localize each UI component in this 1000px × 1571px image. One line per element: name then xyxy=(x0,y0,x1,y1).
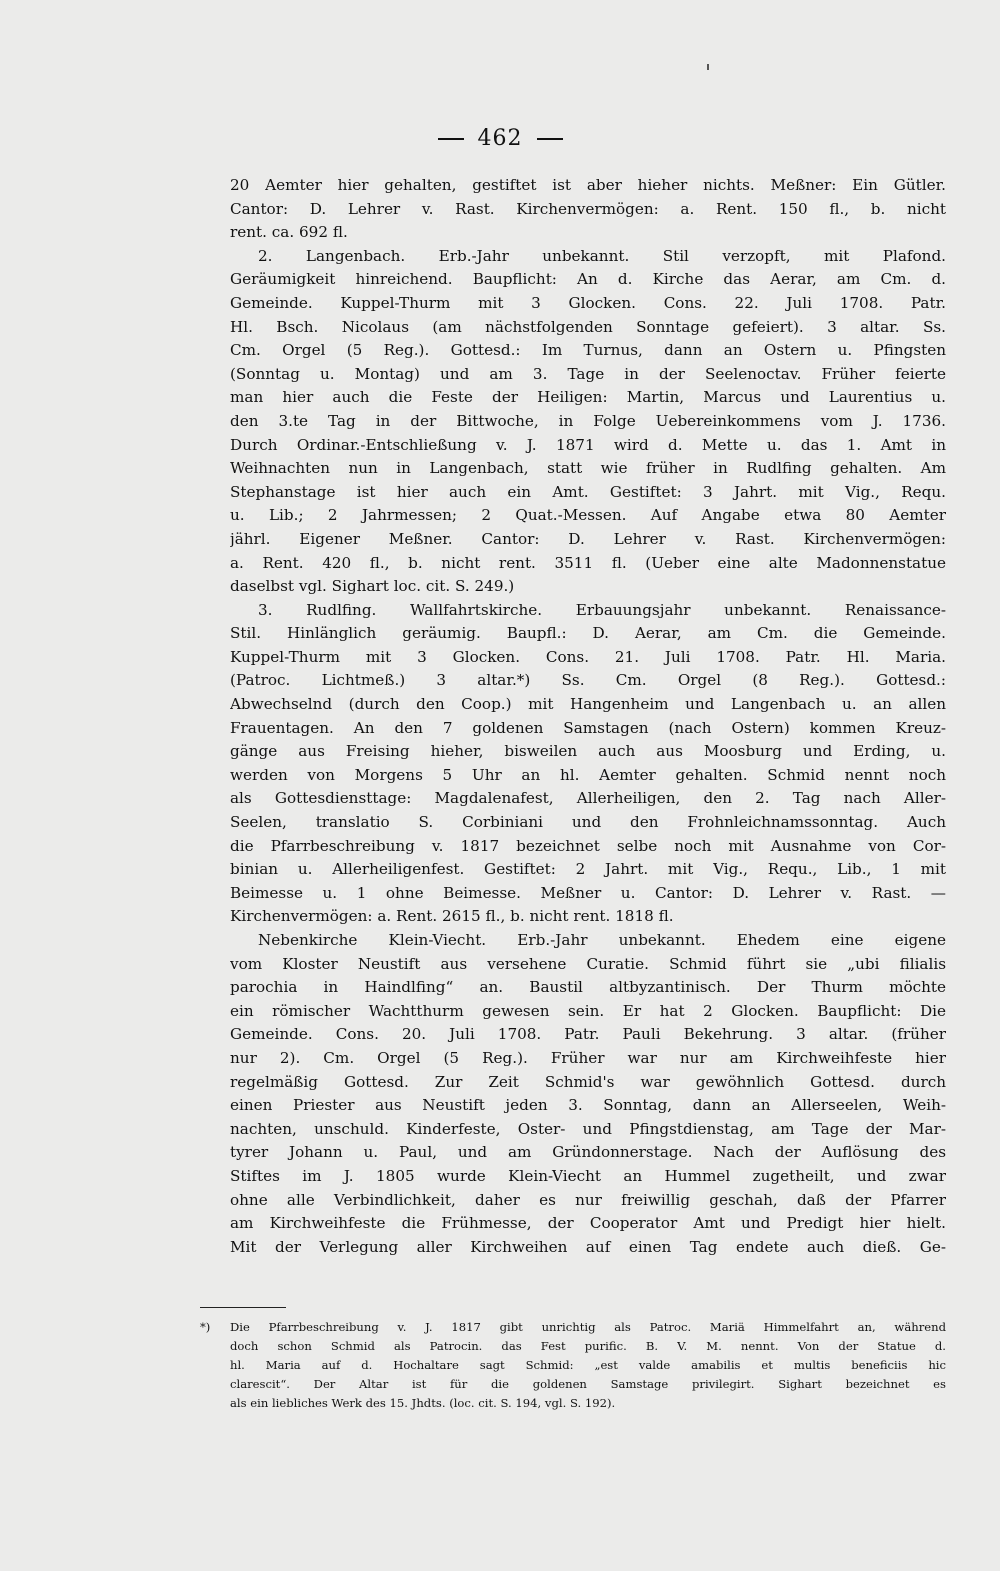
text-line: jährl. Eigener Meßner. Cantor: D. Lehrer v. Rast. Kirchenvermögen: xyxy=(230,529,946,548)
main-text xyxy=(230,174,946,1259)
text-line: regelmäßig Gottesd. Zur Zeit Schmid's war gewöhnlich Gottesd. durch xyxy=(230,1072,946,1091)
print-speck xyxy=(707,64,709,70)
text-line: Durch Ordinar.-Entschließung v. J. 1871 wird d. Mette u. das 1. Amt in xyxy=(230,435,946,454)
text-line: Mit der Verlegung aller Kirchweihen auf einen Tag endete auch dieß. Ge- xyxy=(230,1237,946,1256)
text-line: Frauentagen. An den 7 goldenen Samstagen (nach Ostern) kommen Kreuz- xyxy=(230,718,946,737)
text-line: werden von Morgens 5 Uhr an hl. Aemter gehalten. Schmid nennt noch xyxy=(230,765,946,784)
dash-right xyxy=(537,138,563,140)
text-line: Stil. Hinlänglich geräumig. Baupfl.: D. Aerar, am Cm. die Gemeinde. xyxy=(230,624,946,643)
footnote-rule xyxy=(200,1307,286,1308)
text-line: (Sonntag u. Montag) und am 3. Tage in der Seelenoctav. Früher feierte xyxy=(230,364,946,383)
footnote-line: doch schon Schmid als Patrocin. das Fest purific. B. V. M. nennt. Von der Statue d. xyxy=(230,1339,946,1353)
text-line: u. Lib.; 2 Jahrmessen; 2 Quat.-Messen. Auf Angabe etwa 80 Aemter xyxy=(230,506,946,525)
text-line: den 3.te Tag in der Bittwoche, in Folge Uebereinkommens vom J. 1736. xyxy=(230,411,946,430)
text-line: parochia in Haindlfing“ an. Baustil altbyzantinisch. Der Thurm möchte xyxy=(230,978,946,997)
footnote-marker: *) xyxy=(200,1320,211,1334)
text-line: 20 Aemter hier gehalten, gestiftet ist aber hieher nichts. Meßner: Ein Gütler. xyxy=(230,176,946,194)
text-line: Cantor: D. Lehrer v. Rast. Kirchenvermögen: a. Rent. 150 fl., b. nicht xyxy=(230,199,946,218)
text-line: ein römischer Wachtthurm gewesen sein. Er hat 2 Glocken. Baupflicht: Die xyxy=(230,1001,946,1020)
footnote-block xyxy=(200,1318,946,1413)
text-line: tyrer Johann u. Paul, und am Gründonnerstage. Nach der Auflösung des xyxy=(230,1143,946,1162)
text-line: ohne alle Verbindlichkeit, daher es nur freiwillig geschah, daß der Pfarrer xyxy=(230,1190,946,1209)
text-line: 3. Rudlfing. Wallfahrtskirche. Erbauungsjahr unbekannt. Renaissance- xyxy=(258,600,946,619)
text-line: nachten, unschuld. Kinderfeste, Oster- und Pfingstdienstag, am Tage der Mar- xyxy=(230,1119,946,1138)
text-line: daselbst vgl. Sighart loc. cit. S. 249.) xyxy=(230,577,515,596)
text-line: (Patroc. Lichtmeß.) 3 altar.*) Ss. Cm. Orgel (8 Reg.). Gottesd.: xyxy=(230,671,946,690)
text-line: Hl. Bsch. Nicolaus (am nächstfolgenden Sonntage gefeiert). 3 altar. Ss. xyxy=(230,317,946,336)
dash-left xyxy=(438,138,464,140)
text-line: als Gottesdiensttage: Magdalenafest, Allerheiligen, den 2. Tag nach Aller- xyxy=(230,789,946,808)
footnote-line: hl. Maria auf d. Hochaltare sagt Schmid: „est valde amabilis et multis beneficiis hic xyxy=(230,1358,946,1372)
text-line: man hier auch die Feste der Heiligen: Martin, Marcus und Laurentius u. xyxy=(230,388,946,407)
text-line: am Kirchweihfeste die Frühmesse, der Cooperator Amt und Predigt hier hielt. xyxy=(230,1214,946,1233)
text-line: Geräumigkeit hinreichend. Baupflicht: An d. Kirche das Aerar, am Cm. d. xyxy=(230,270,946,289)
text-line: Stiftes im J. 1805 wurde Klein-Viecht an Hummel zugetheilt, und zwar xyxy=(230,1166,946,1185)
footnote-line-text: Die Pfarrbeschreibung v. J. 1817 gibt unrichtig als Patroc. Mariä Himmelfahrt an, während xyxy=(230,1320,946,1334)
text-line: Nebenkirche Klein-Viecht. Erb.-Jahr unbekannt. Ehedem eine eigene xyxy=(258,931,946,949)
text-line: Beimesse u. 1 ohne Beimesse. Meßner u. Cantor: D. Lehrer v. Rast. — xyxy=(230,883,946,902)
text-line: einen Priester aus Neustift jeden 3. Sonntag, dann an Allerseelen, Weih- xyxy=(230,1096,946,1115)
footnote-line xyxy=(200,1318,946,1337)
text-line: Weihnachten nun in Langenbach, statt wie früher in Rudlfing gehalten. Am xyxy=(230,459,946,478)
footnote-line: clarescit“. Der Altar ist für die goldenen Samstage privilegirt. Sighart bezeichnet es xyxy=(230,1377,946,1391)
text-line: Gemeinde. Kuppel-Thurm mit 3 Glocken. Cons. 22. Juli 1708. Patr. xyxy=(230,293,946,312)
text-line: rent. ca. 692 fl. xyxy=(230,223,348,242)
text-line: binian u. Allerheiligenfest. Gestiftet: 2 Jahrt. mit Vig., Requ., Lib., 1 mit xyxy=(230,860,946,879)
text-line: Kirchenvermögen: a. Rent. 2615 fl., b. nicht rent. 1818 fl. xyxy=(230,907,674,926)
text-line: 2. Langenbach. Erb.-Jahr unbekannt. Stil verzopft, mit Plafond. xyxy=(258,246,946,265)
footnote-line: als ein liebliches Werk des 15. Jhdts. (loc. cit. S. 194, vgl. S. 192). xyxy=(230,1396,616,1410)
text-line: vom Kloster Neustift aus versehene Curatie. Schmid führt sie „ubi filialis xyxy=(230,954,946,973)
text-line: Gemeinde. Cons. 20. Juli 1708. Patr. Pauli Bekehrung. 3 altar. (früher xyxy=(230,1025,946,1044)
page-number-header xyxy=(0,126,1000,151)
text-line: Kuppel-Thurm mit 3 Glocken. Cons. 21. Juli 1708. Patr. Hl. Maria. xyxy=(230,647,946,666)
text-line: nur 2). Cm. Orgel (5 Reg.). Früher war nur am Kirchweihfeste hier xyxy=(230,1048,946,1067)
page-number: 462 xyxy=(477,126,523,151)
text-line: Stephanstage ist hier auch ein Amt. Gestiftet: 3 Jahrt. mit Vig., Requ. xyxy=(230,482,946,501)
text-line: Abwechselnd (durch den Coop.) mit Hangenheim und Langenbach u. an allen xyxy=(230,695,946,714)
text-line: gänge aus Freising hieher, bisweilen auch aus Moosburg und Erding, u. xyxy=(230,742,946,761)
text-line: Seelen, translatio S. Corbiniani und den Frohnleichnamssonntag. Auch xyxy=(230,813,946,832)
text-line: die Pfarrbeschreibung v. 1817 bezeichnet selbe noch mit Ausnahme von Cor- xyxy=(230,836,946,855)
text-line: Cm. Orgel (5 Reg.). Gottesd.: Im Turnus, dann an Ostern u. Pfingsten xyxy=(230,341,946,360)
text-line: a. Rent. 420 fl., b. nicht rent. 3511 fl. (Ueber eine alte Madonnenstatue xyxy=(230,553,946,572)
